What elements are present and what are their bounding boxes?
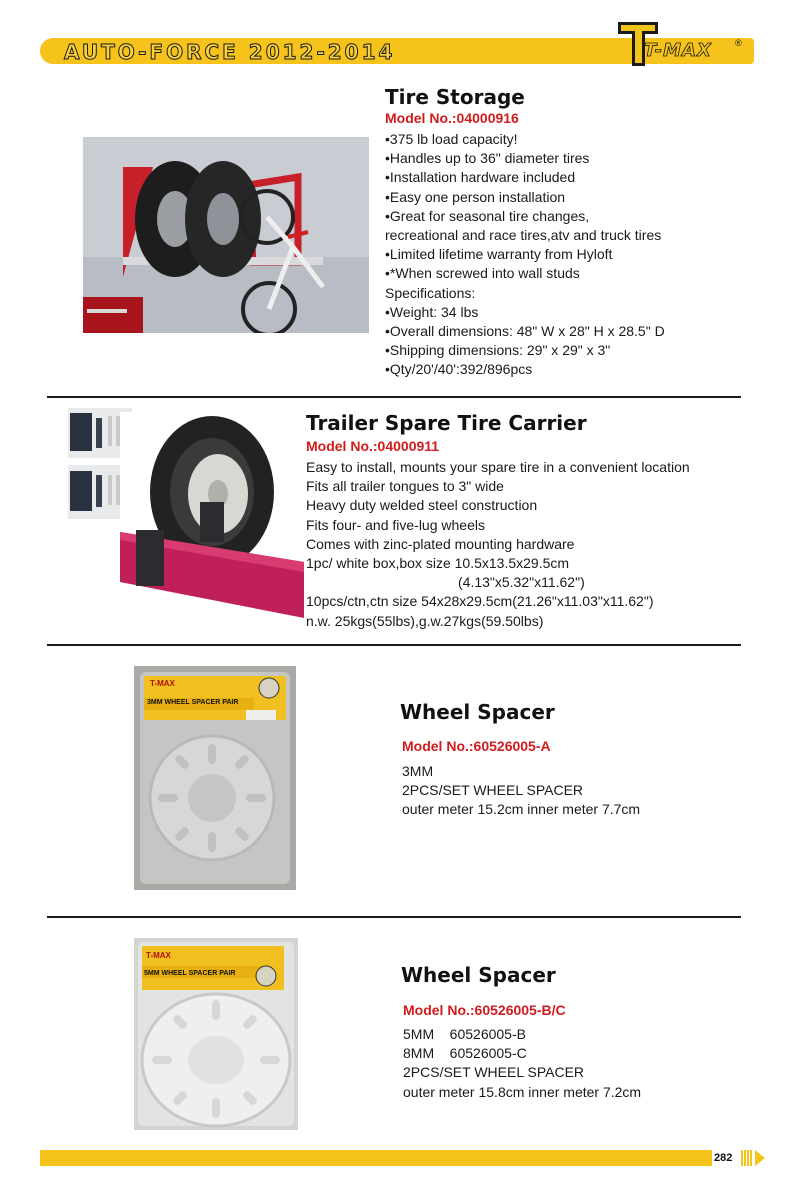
description-line: outer meter 15.2cm inner meter 7.7cm bbox=[402, 801, 641, 818]
footer-band bbox=[40, 1150, 712, 1166]
product-title: Tire Storage bbox=[385, 85, 525, 109]
description-line: Comes with zinc-plated mounting hardware bbox=[306, 535, 575, 552]
description-line: •375 lb load capacity! bbox=[385, 131, 518, 147]
footer-stripes bbox=[741, 1150, 753, 1166]
description-line: •Great for seasonal tire changes, bbox=[385, 207, 590, 224]
tire-storage-photo bbox=[83, 137, 369, 333]
model-number: Model No.:04000911 bbox=[306, 438, 440, 454]
wheel-spacer-package-photo bbox=[134, 938, 298, 1130]
brand-logo-text: T-MAX bbox=[644, 40, 712, 61]
description-line: recreational and race tires,atv and truck tires bbox=[385, 227, 662, 244]
package-label: 5MM WHEEL SPACER PAIR bbox=[144, 970, 236, 977]
package-brand: T-MAX bbox=[146, 951, 171, 960]
package-brand: T-MAX bbox=[150, 679, 175, 688]
product-description bbox=[306, 458, 690, 631]
package-label: 3MM WHEEL SPACER PAIR bbox=[147, 699, 239, 706]
description-line: Fits all trailer tongues to 3" wide bbox=[306, 478, 504, 495]
model-number: Model No.:60526005-B/C bbox=[403, 1002, 566, 1018]
description-line: •Installation hardware included bbox=[385, 169, 576, 186]
product-description bbox=[385, 130, 665, 380]
description-line: •Overall dimensions: 48" W x 28" H x 28.5" D bbox=[385, 323, 665, 340]
description-line: 1pc/ white box,box size 10.5x13.5x29.5cm bbox=[306, 555, 570, 572]
description-line: •Easy one person installation bbox=[385, 188, 566, 205]
description-line: 2PCS/SET WHEEL SPACER bbox=[402, 782, 584, 799]
spare-tire-carrier-photo bbox=[120, 412, 304, 618]
description-line: •Handles up to 36" diameter tires bbox=[385, 150, 590, 167]
description-line: •Weight: 34 lbs bbox=[385, 303, 479, 320]
description-line: (4.13"x5.32"x11.62") bbox=[458, 574, 585, 591]
page-number: 282 bbox=[714, 1152, 733, 1164]
description-line: Heavy duty welded steel construction bbox=[306, 497, 538, 514]
description-line: 8MM 60526005-C bbox=[403, 1045, 527, 1062]
model-number: Model No.:60526005-A bbox=[402, 738, 551, 754]
description-line: •Qty/20'/40':392/896pcs bbox=[385, 361, 533, 378]
description-line: •Shipping dimensions: 29" x 29" x 3" bbox=[385, 342, 611, 359]
description-line: 3MM bbox=[402, 763, 434, 779]
description-line: 2PCS/SET WHEEL SPACER bbox=[403, 1064, 585, 1081]
description-line: outer meter 15.8cm inner meter 7.2cm bbox=[403, 1083, 642, 1100]
section-divider bbox=[47, 916, 741, 918]
product-title: Trailer Spare Tire Carrier bbox=[306, 411, 587, 435]
product-title: Wheel Spacer bbox=[400, 700, 555, 724]
model-number: Model No.:04000916 bbox=[385, 110, 519, 126]
description-line: •*When screwed into wall studs bbox=[385, 265, 580, 282]
product-description bbox=[402, 762, 640, 820]
description-line: Easy to install, mounts your spare tire in a convenient location bbox=[306, 459, 690, 475]
catalog-title: AUTO-FORCE 2012-2014 bbox=[64, 40, 396, 64]
section-divider bbox=[47, 644, 741, 646]
product-description bbox=[403, 1025, 641, 1102]
description-line: Fits four- and five-lug wheels bbox=[306, 516, 485, 533]
description-line: 5MM 60526005-B bbox=[403, 1026, 526, 1042]
product-title: Wheel Spacer bbox=[401, 963, 556, 987]
description-line: •Limited lifetime warranty from Hyloft bbox=[385, 246, 613, 263]
description-line: n.w. 25kgs(55lbs),g.w.27kgs(59.50lbs) bbox=[306, 612, 544, 629]
next-page-arrow-icon bbox=[755, 1150, 765, 1166]
section-divider bbox=[47, 396, 741, 398]
registered-mark: ® bbox=[735, 38, 742, 48]
description-line: Specifications: bbox=[385, 284, 476, 301]
description-line: 10pcs/ctn,ctn size 54x28x29.5cm(21.26"x11.03"x11.62") bbox=[306, 593, 654, 610]
